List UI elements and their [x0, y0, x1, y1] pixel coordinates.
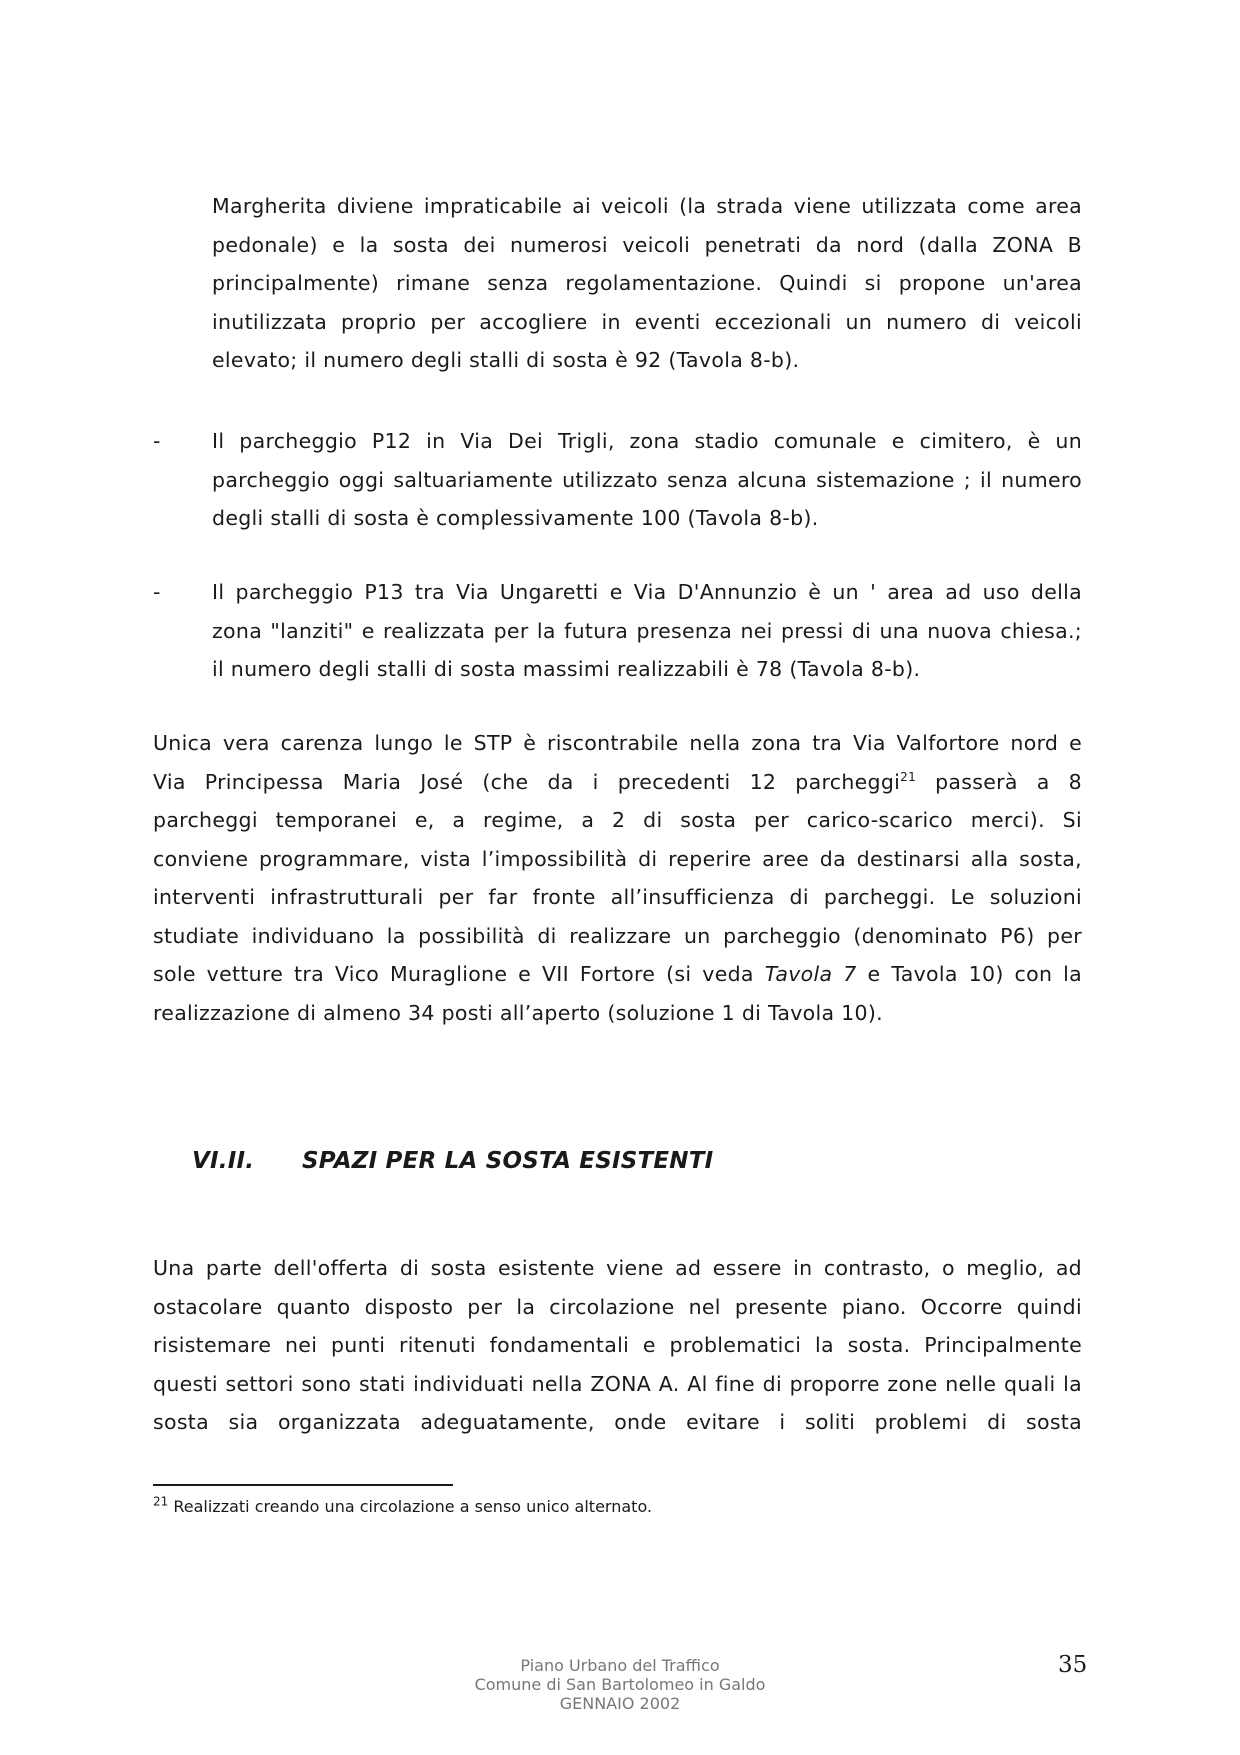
text-line: elevato; il numero degli stalli di sosta è 92 (Tavola 8-b). [212, 348, 800, 372]
text-line: risistemare nei punti ritenuti fondamentali e problematici la sosta. Principalmente [153, 1333, 1082, 1357]
text-line: realizzazione di almeno 34 posti all’aperto (soluzione 1 di Tavola 10). [153, 1000, 883, 1025]
paragraph-carenza [153, 724, 1082, 1032]
text-line: pedonale) e la sosta dei numerosi veicoli penetrati da nord (dalla ZONA B [212, 232, 1082, 257]
paragraph-continuation [212, 187, 1082, 380]
text-line: principalmente) rimane senza regolamentazione. Quindi si propone un'area [212, 271, 1082, 295]
text-line: questi settori sono stati individuati nella ZONA A. Al fine di proporre zone nelle quali la [153, 1371, 1082, 1396]
page-number: 35 [1058, 1652, 1088, 1678]
footnote-ref[interactable]: 21 [900, 769, 917, 784]
italic-reference: Tavola 7 [764, 962, 857, 986]
footnote [153, 1496, 652, 1518]
text-line: Margherita diviene impraticabile ai veicoli (la strada viene utilizzata come area [212, 194, 1082, 218]
footer-line: Comune di San Bartolomeo in Galdo [474, 1675, 766, 1694]
text-line: Il parcheggio P12 in Via Dei Trigli, zona stadio comunale e cimitero, è un [212, 429, 1082, 453]
list-dash: - [153, 429, 161, 453]
text-fragment: Via Principessa Maria José (che da i precedenti 12 parcheggi [153, 769, 901, 794]
list-dash: - [153, 580, 161, 604]
text-line [153, 955, 1082, 994]
list-item-p12 [212, 422, 1082, 538]
section-title: SPAZI PER LA SOSTA ESISTENTI [302, 1148, 714, 1174]
text-line: parcheggio oggi saltuariamente utilizzato senza alcuna sistemazione ; il numero [212, 467, 1082, 492]
text-line: interventi infrastrutturali per far fronte all’insufficienza di parcheggi. Le soluzioni [153, 885, 1082, 909]
text-line: inutilizzata proprio per accogliere in eventi eccezionali un numero di veicoli [212, 309, 1082, 334]
text-line: zona "lanziti" e realizzata per la futura presenza nei pressi di una nuova chiesa.; [212, 618, 1082, 643]
text-line [153, 763, 1082, 802]
text-line: studiate individuano la possibilità di realizzare un parcheggio (denominato P6) per [153, 923, 1082, 948]
text-line: Unica vera carenza lungo le STP è riscontrabile nella zona tra Via Valfortore nord e [153, 731, 1082, 755]
footnote-text: Realizzati creando una circolazione a senso unico alternato. [168, 1497, 653, 1516]
footnote-separator [153, 1484, 453, 1486]
text-line: parcheggi temporanei e, a regime, a 2 di sosta per carico-scarico merci). Si [153, 808, 1082, 832]
text-fragment: passerà a 8 [916, 769, 1082, 794]
footer-line: GENNAIO 2002 [559, 1694, 681, 1713]
footer-line: Piano Urbano del Traffico [520, 1656, 720, 1675]
page-footer [420, 1656, 820, 1713]
footnote-marker: 21 [153, 1494, 169, 1509]
text-line: conviene programmare, vista l’impossibilità di reperire aree da destinarsi alla sosta, [153, 846, 1082, 871]
text-line: il numero degli stalli di sosta massimi realizzabili è 78 (Tavola 8-b). [212, 657, 921, 681]
text-fragment: sole vetture tra Vico Muraglione e VII Fortore (si veda [153, 962, 765, 986]
text-line: Una parte dell'offerta di sosta esistente viene ad essere in contrasto, o meglio, ad [153, 1256, 1082, 1280]
paragraph-offerta-sosta [153, 1249, 1082, 1442]
text-line: Il parcheggio P13 tra Via Ungaretti e Via D'Annunzio è un ' area ad uso della [212, 580, 1082, 604]
text-fragment: e Tavola 10) con la [856, 962, 1083, 986]
text-line: ostacolare quanto disposto per la circolazione nel presente piano. Occorre quindi [153, 1294, 1082, 1319]
text-line: degli stalli di sosta è complessivamente 100 (Tavola 8-b). [212, 506, 819, 530]
list-item-p13 [212, 573, 1082, 689]
section-number: VI.II. [192, 1148, 255, 1174]
text-line: sosta sia organizzata adeguatamente, onde evitare i soliti problemi di sosta [153, 1410, 1082, 1434]
